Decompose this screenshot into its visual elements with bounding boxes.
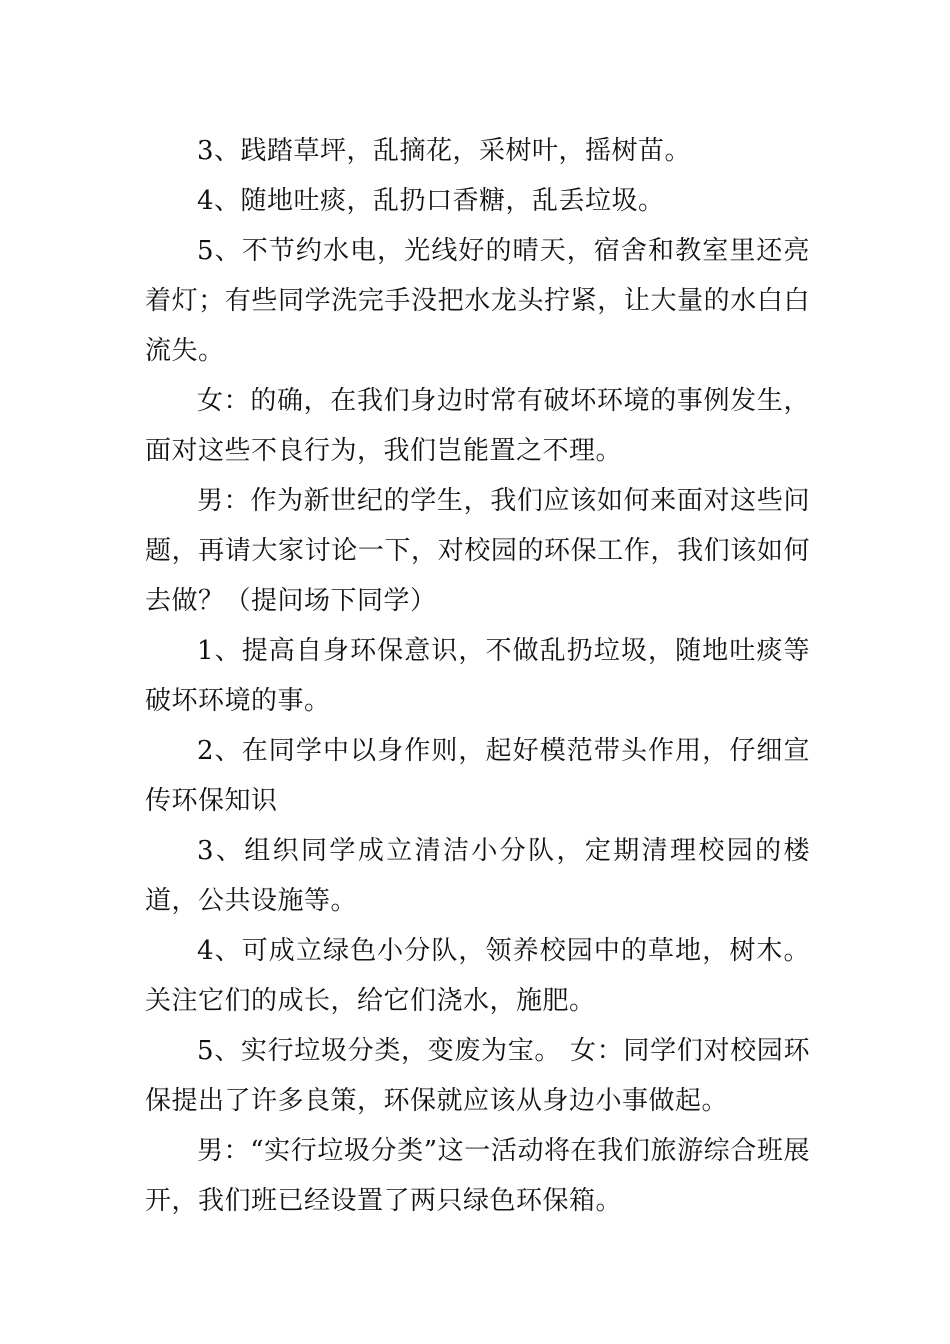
paragraph-suggestion-awareness: 1、提高自身环保意识，不做乱扔垃圾，随地吐痰等破坏环境的事。 xyxy=(145,636,810,716)
paragraph-male-recycling-boxes: 男：“实行垃圾分类”这一活动将在我们旅游综合班展开，我们班已经设置了两只绿色环保箱。 xyxy=(145,1136,810,1216)
paragraph-suggestion-cleaning-team: 3、组织同学成立清洁小分队，定期清理校园的楼道，公共设施等。 xyxy=(145,836,810,916)
paragraph-suggestion-green-team: 4、可成立绿色小分队，领养校园中的草地，树木。关注它们的成长，给它们浇水，施肥。 xyxy=(145,936,810,1016)
paragraph-female-response: 女：的确，在我们身边时常有破坏环境的事例发生，面对这些不良行为，我们岂能置之不理。 xyxy=(145,386,810,466)
paragraph-male-question: 男：作为新世纪的学生，我们应该如何来面对这些问题，再请大家讨论一下，对校园的环保工作，我们该如何去做？（提问场下同学） xyxy=(145,486,810,616)
paragraph-wasting-water-electricity: 5、不节约水电，光线好的晴天，宿舍和教室里还亮着灯；有些同学洗完手没把水龙头拧紧，让大量的水白白流失。 xyxy=(145,236,810,366)
paragraph-trampling-lawn: 3、践踏草坪，乱摘花，采树叶，摇树苗。 xyxy=(197,136,692,166)
paragraph-spitting-littering: 4、随地吐痰，乱扔口香糖，乱丢垃圾。 xyxy=(197,186,665,216)
document-body xyxy=(145,126,810,1226)
paragraph-waste-sorting: 5、实行垃圾分类，变废为宝。 女：同学们对校园环保提出了许多良策，环保就应该从身边小事做起。 xyxy=(145,1036,810,1116)
paragraph-suggestion-example: 2、在同学中以身作则，起好模范带头作用，仔细宣传环保知识 xyxy=(145,736,810,816)
